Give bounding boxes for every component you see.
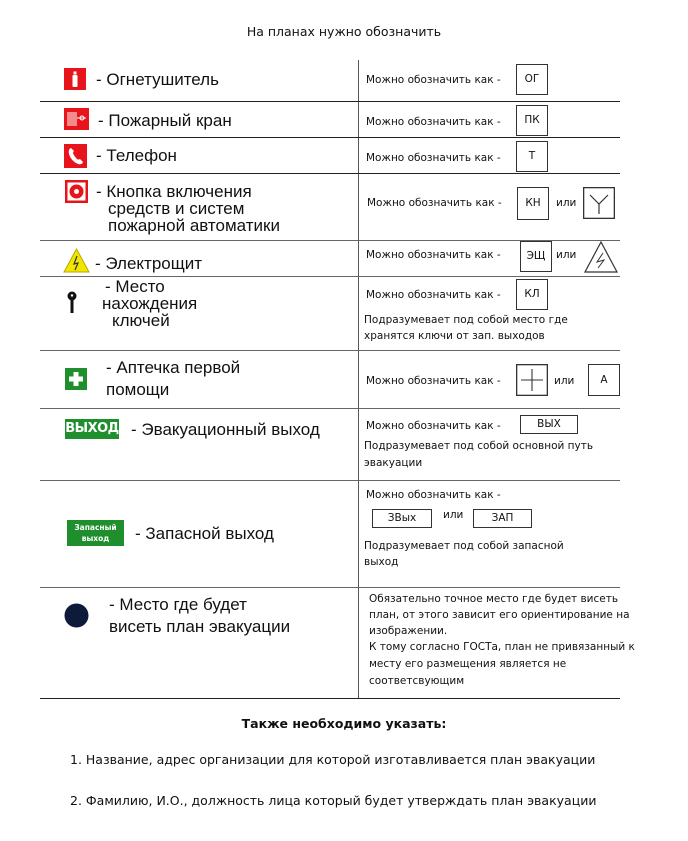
note-line: месту его размещения является не xyxy=(369,658,567,670)
or-text: или xyxy=(556,249,577,261)
row-divider xyxy=(40,480,620,481)
item-label-line: - Кнопка включения xyxy=(96,182,252,201)
or-text: или xyxy=(554,375,575,387)
item-label-line: висеть план эвакуации xyxy=(109,617,291,636)
phone-icon xyxy=(64,144,87,168)
code-box: КН xyxy=(517,187,549,220)
code-box: КЛ xyxy=(516,279,548,310)
can-mark-as-text: Можно обозначить как - xyxy=(366,74,501,86)
row-divider xyxy=(40,408,620,409)
row-divider xyxy=(40,101,620,102)
first-aid-icon xyxy=(65,368,87,390)
can-mark-as-text: Можно обозначить как - xyxy=(366,289,501,301)
alarm-button-icon xyxy=(65,180,88,203)
note-line: соответсвующим xyxy=(369,675,465,687)
item-label-line: ключей xyxy=(112,311,170,330)
item-label-line: нахождения xyxy=(102,294,198,313)
footer-item: 1. Название, адрес организации для которой изготавливается план эвакуации xyxy=(70,752,596,767)
item-label: - Пожарный кран xyxy=(98,111,232,130)
fire-extinguisher-icon xyxy=(64,68,86,90)
code-box: Т xyxy=(516,141,548,172)
item-label: - Телефон xyxy=(96,146,177,165)
note-line: Подразумевает под собой запасной xyxy=(364,540,564,552)
can-mark-as-text: Можно обозначить как - xyxy=(366,152,501,164)
note-line: Подразумевает под собой место где xyxy=(364,314,568,326)
note-line: эвакуации xyxy=(364,457,423,469)
note-line: Подразумевает под собой основной путь xyxy=(364,440,594,452)
code-box: ЗВых xyxy=(372,509,432,528)
cross-symbol xyxy=(516,364,548,396)
item-label: - Запасной выход xyxy=(135,524,274,543)
y-fork-symbol xyxy=(583,187,615,219)
item-label: - Эвакуационный выход xyxy=(131,420,320,439)
item-label-line: средств и систем xyxy=(108,199,245,218)
page-title: На планах нужно обозначить xyxy=(246,24,442,39)
column-divider xyxy=(358,60,359,698)
note-line: план, от этого зависит его ориентирование на xyxy=(369,609,630,621)
code-box: ЭЩ xyxy=(520,241,552,272)
sign-line: Запасный xyxy=(74,523,117,532)
electrical-hazard-icon xyxy=(63,248,90,273)
note-line: изображении. xyxy=(369,625,448,637)
footer-item: 2. Фамилию, И.О., должность лица который будет утверждать план эвакуации xyxy=(70,793,597,808)
item-label: - Огнетушитель xyxy=(96,70,219,89)
note-line: хранятся ключи от зап. выходов xyxy=(364,330,545,342)
plan-location-dot-icon xyxy=(64,603,89,628)
can-mark-as-text: Можно обозначить как - xyxy=(366,249,501,261)
item-label-line: помощи xyxy=(106,380,170,399)
can-mark-as-text: Можно обозначить как - xyxy=(366,375,501,387)
item-label-line: - Место xyxy=(105,277,165,296)
item-label: - Электрощит xyxy=(95,254,203,273)
can-mark-as-text: Можно обозначить как - xyxy=(366,489,501,501)
code-box: ЗАП xyxy=(473,509,532,528)
or-text: или xyxy=(556,197,577,209)
note-line: выход xyxy=(364,556,399,568)
can-mark-as-text: Можно обозначить как - xyxy=(366,420,501,432)
item-label-line: пожарной автоматики xyxy=(108,216,280,235)
note-line: К тому согласно ГОСТа, план не привязанный к xyxy=(369,641,635,653)
row-divider xyxy=(40,137,620,138)
fire-hydrant-icon xyxy=(64,108,89,130)
item-label-line: - Аптечка первой xyxy=(106,358,241,377)
lightning-triangle-symbol xyxy=(583,240,619,274)
sign-line: выход xyxy=(81,534,110,543)
code-box: А xyxy=(588,364,620,396)
exit-sign-icon: ВЫХОД xyxy=(65,419,119,439)
code-box: ПК xyxy=(516,105,548,136)
note-line: Обязательно точное место где будет висеть xyxy=(369,593,619,605)
item-label-line: - Место где будет xyxy=(109,595,247,614)
can-mark-as-text: Можно обозначить как - xyxy=(366,116,501,128)
row-divider xyxy=(40,698,620,699)
row-divider xyxy=(40,587,620,588)
code-box: ВЫХ xyxy=(520,415,578,434)
row-divider xyxy=(40,350,620,351)
code-box: ОГ xyxy=(516,64,548,95)
footer-heading: Также необходимо указать: xyxy=(241,716,447,731)
or-text: или xyxy=(443,509,464,521)
key-icon xyxy=(66,291,78,315)
can-mark-as-text: Можно обозначить как - xyxy=(367,197,502,209)
row-divider xyxy=(40,173,620,174)
emergency-exit-sign-icon xyxy=(67,520,124,546)
